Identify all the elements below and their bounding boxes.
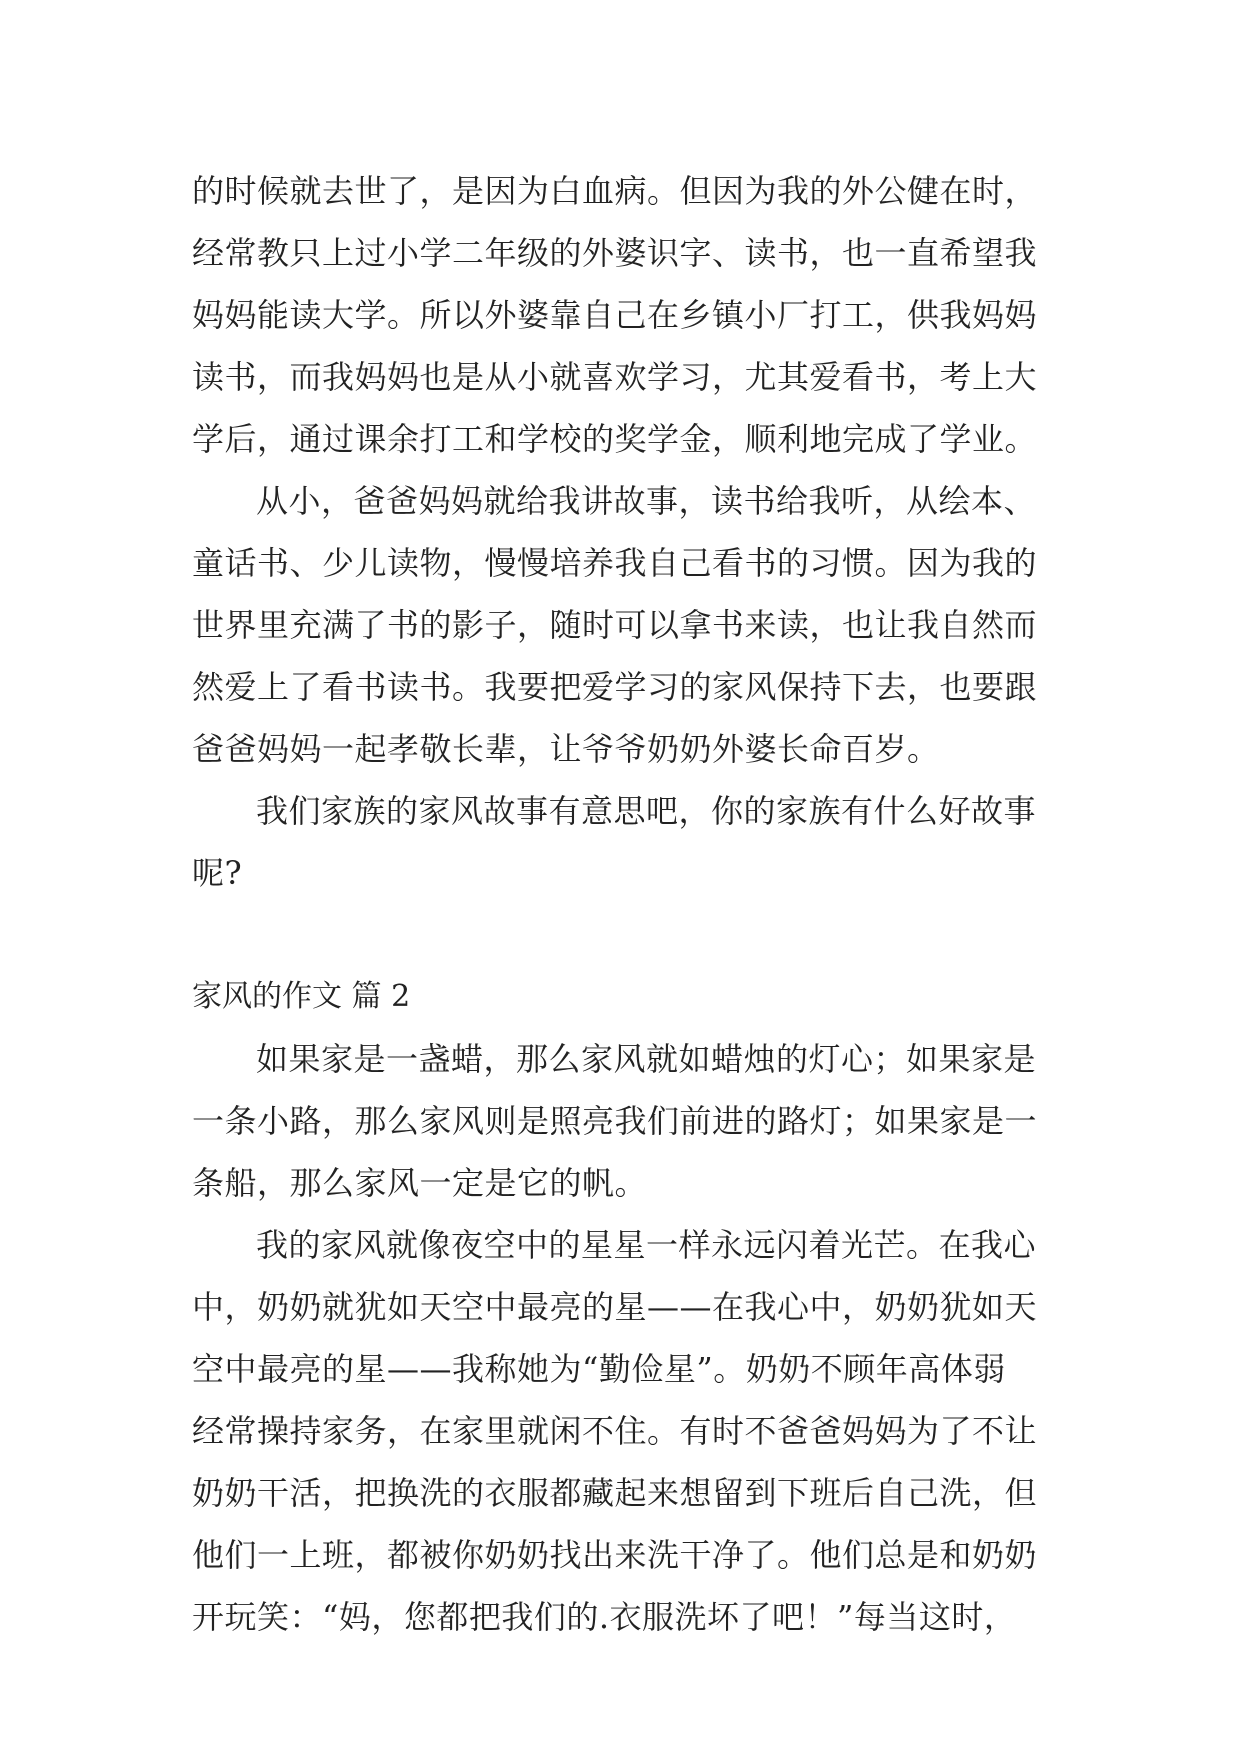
paragraph-5 [192,1214,1052,1648]
text-line: 的时候就去世了，是因为白血病。但因为我的外公健在时， [192,172,1038,210]
text-line: 经常教只上过小学二年级的外婆识字、读书，也一直希望我 [192,234,1038,272]
text-line: 呢? [192,854,243,892]
text-line: 从小，爸爸妈妈就给我讲故事，读书给我听，从绘本、 [256,482,1037,520]
text-line: 我的家风就像夜空中的星星一样永远闪着光芒。在我心 [256,1226,1037,1264]
text-line: 空中最亮的星——我称她为“勤俭星”。奶奶不顾年高体弱 [192,1350,1006,1388]
text-line: 读书，而我妈妈也是从小就喜欢学习，尤其爱看书，考上大 [192,358,1038,396]
text-line: 妈妈能读大学。所以外婆靠自己在乡镇小厂打工，供我妈妈 [192,296,1038,334]
text-line: 中，奶奶就犹如天空中最亮的星——在我心中，奶奶犹如天 [192,1288,1038,1326]
text-line: 经常操持家务，在家里就闲不住。有时不爸爸妈妈为了不让 [192,1412,1038,1450]
paragraph-2 [192,470,1052,780]
blank-line [192,904,1052,966]
paragraph-4 [192,1028,1052,1214]
paragraph-3 [192,780,1052,904]
text-line: 学后，通过课余打工和学校的奖学金，顺利地完成了学业。 [192,420,1038,458]
section-heading: 家风的作文 篇 2 [192,979,411,1014]
text-line: 我们家族的家风故事有意思吧，你的家族有什么好故事 [256,792,1037,830]
text-line: 爸爸妈妈一起孝敬长辈，让爷爷奶奶外婆长命百岁。 [192,730,940,768]
document-page [192,160,1052,1648]
paragraph-1 [192,160,1052,470]
text-line: 一条小路，那么家风则是照亮我们前进的路灯；如果家是一 [192,1102,1038,1140]
text-line: 世界里充满了书的影子，随时可以拿书来读，也让我自然而 [192,606,1038,644]
text-line: 如果家是一盏蜡，那么家风就如蜡烛的灯心；如果家是 [256,1040,1037,1078]
text-line: 童话书、少儿读物，慢慢培养我自己看书的习惯。因为我的 [192,544,1038,582]
text-line: 然爱上了看书读书。我要把爱学习的家风保持下去，也要跟 [192,668,1038,706]
text-line: 奶奶干活，把换洗的衣服都藏起来想留到下班后自己洗，但 [192,1474,1038,1512]
text-line: 他们一上班，都被你奶奶找出来洗干净了。他们总是和奶奶 [192,1536,1038,1574]
text-line: 条船，那么家风一定是它的帆。 [192,1164,648,1202]
text-line: 开玩笑：“妈，您都把我们的.衣服洗坏了吧！”每当这时， [192,1598,1017,1636]
